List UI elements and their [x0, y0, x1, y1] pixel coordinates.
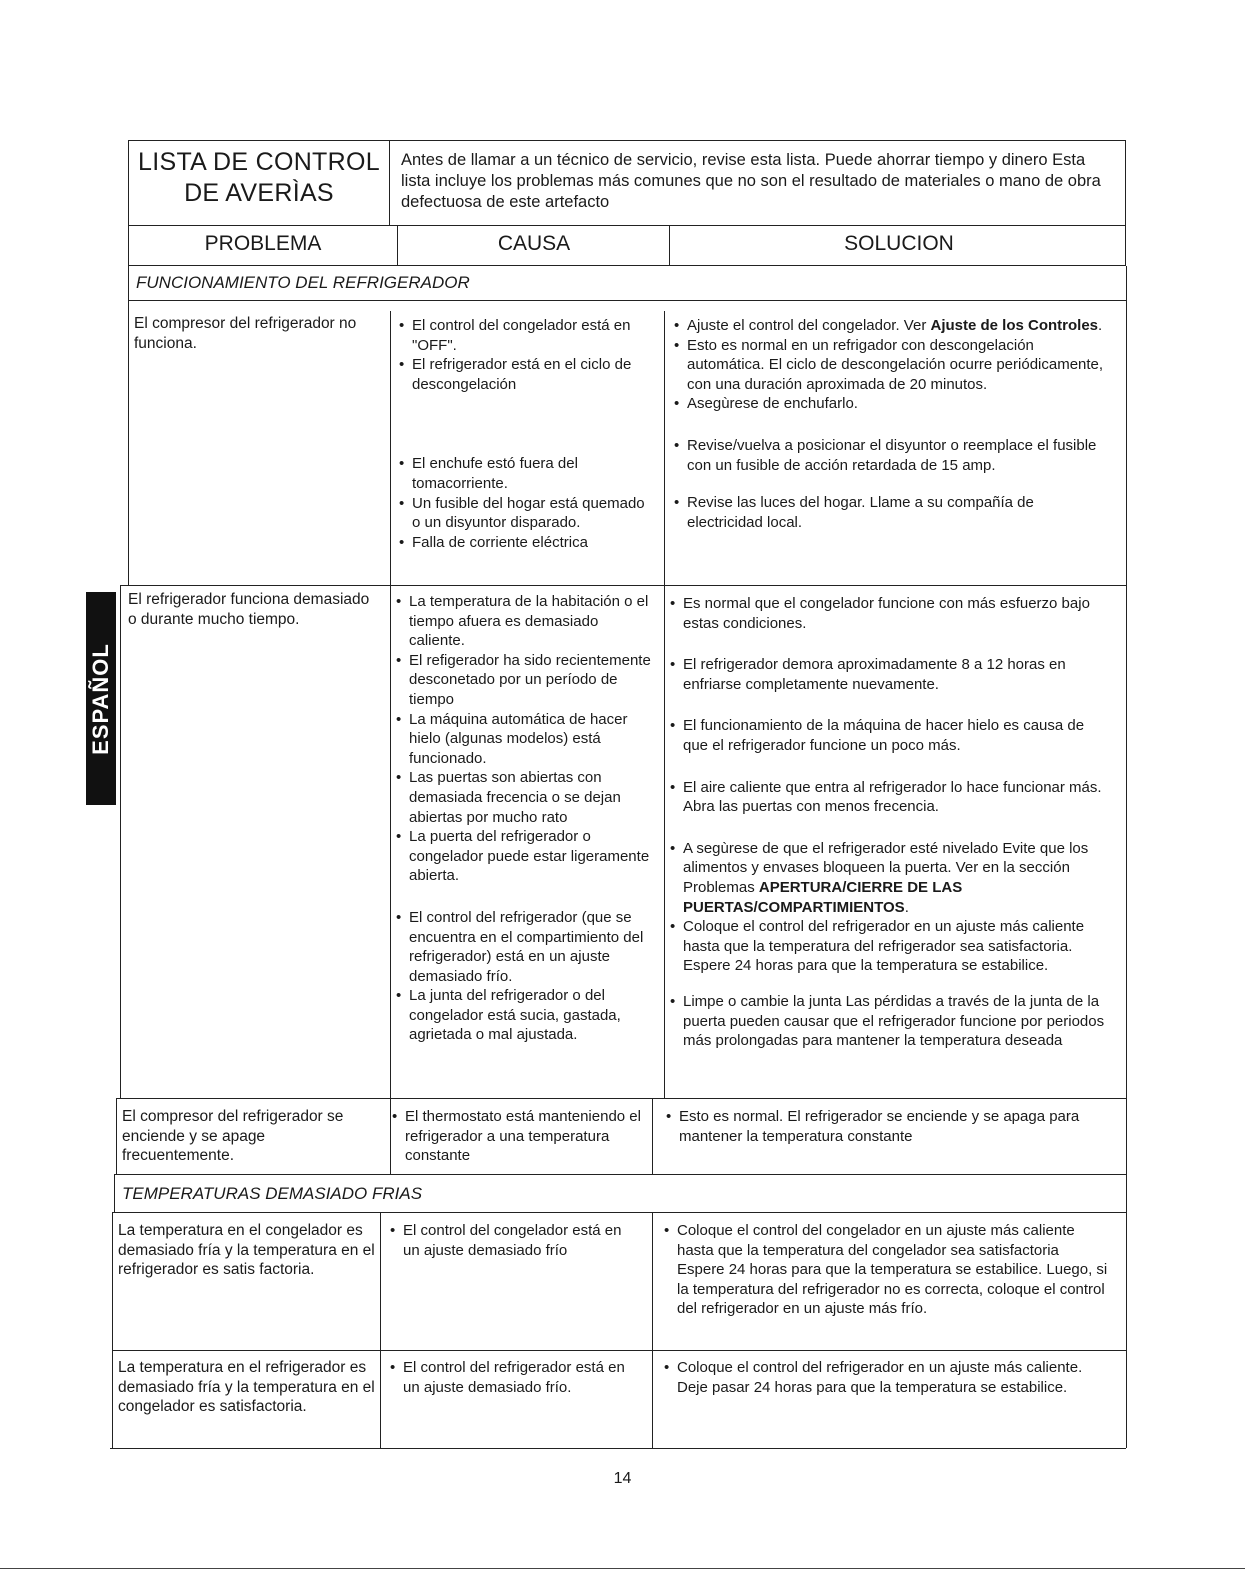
solution-item: • Revise/vuelva a posicionar el disyuntor o reemplace el fusible con un fusible de acción retardada de 15 amp.	[672, 436, 1104, 475]
cause-item: • El thermostato está manteniendo el refrigerador a una temperatura constante	[390, 1107, 650, 1166]
solution-item: • Coloque el control del refrigerador en un ajuste más caliente hasta que la temperatura del refrigerador sea satisfactoria. Espere 24 horas para que la temperatura se estabilice.	[668, 917, 1108, 976]
column-header-solution: SOLUCION	[844, 232, 954, 255]
cause-item: • Las puertas son abiertas con demasiada frecencia o se dejan abiertas por mucho rato	[394, 768, 658, 827]
cause-item: • La máquina automática de hacer hielo (algunas modelos) está funcionado.	[394, 710, 658, 769]
cause-list	[388, 1221, 642, 1260]
column-header-cause: CAUSA	[497, 232, 571, 255]
solution-item: • A segùrese de que el refrigerador esté nivelado Evite que los alimentos y envases bloqueen la puerta. Ver en la sección Problemas APERTURA/CIERRE DE LAS PUERTAS/COMPARTIMIENTOS.	[668, 839, 1108, 917]
cause-item: • El control del congelador está en "OFF".	[397, 316, 657, 355]
cause-item: • El control del congelador está en un ajuste demasiado frío	[388, 1221, 642, 1260]
solution-list	[664, 1107, 1108, 1146]
header-box	[128, 140, 1126, 226]
section-title: FUNCIONAMIENTO DEL REFRIGERADOR	[136, 273, 470, 292]
page-number: 14	[613, 1470, 632, 1487]
solution-item: • Ajuste el control del congelador. Ver Ajuste de los Controles.	[672, 316, 1104, 336]
solution-list	[672, 316, 1104, 532]
page-title	[129, 147, 389, 209]
solution-list	[662, 1221, 1108, 1319]
intro-text: Antes de llamar a un técnico de servicio, revise esta lista. Puede ahorrar tiempo y dinero Esta lista incluye los problemas más comunes que no son el resultado de materiales o mano de obra defectuosa de este artefacto	[401, 151, 1101, 211]
bottom-rule	[0, 1568, 1245, 1569]
title-line-2: DE AVERÌAS	[184, 179, 334, 207]
problem-text: El refrigerador funciona demasiado o durante mucho tiempo.	[128, 591, 370, 628]
cause-list	[397, 316, 657, 552]
cause-item: • El enchufe estó fuera del tomacorriente.	[397, 454, 657, 493]
cause-item: • La temperatura de la habitación o el tiempo afuera es demasiado caliente.	[394, 592, 658, 651]
cause-list	[388, 1358, 642, 1397]
solution-item: • Asegùrese de enchufarlo.	[672, 394, 1104, 414]
cause-item: • El control del refrigerador está en un ajuste demasiado frío.	[388, 1358, 642, 1397]
cause-item: • La junta del refrigerador o del congelador está sucia, gastada, agrietada o mal ajustada.	[394, 986, 658, 1045]
cause-item: • Falla de corriente eléctrica	[397, 533, 657, 553]
section-title: TEMPERATURAS DEMASIADO FRIAS	[122, 1184, 423, 1203]
solution-list	[662, 1358, 1108, 1397]
solution-item: • Esto es normal. El refrigerador se enciende y se apaga para mantener la temperatura constante	[664, 1107, 1108, 1146]
language-tab	[86, 592, 116, 805]
problem-text: La temperatura en el congelador es demasiado fría y la temperatura en el refrigerador es satis factoria.	[118, 1222, 375, 1279]
cause-item: • Un fusible del hogar está quemado o un disyuntor disparado.	[397, 494, 657, 533]
problem-text: El compresor del refrigerador no funciona.	[134, 315, 357, 352]
solution-item: • El funcionamiento de la máquina de hacer hielo es causa de que el refrigerador funcione un poco más.	[668, 716, 1108, 755]
solution-item: • Es normal que el congelador funcione con más esfuerzo bajo estas condiciones.	[668, 594, 1108, 633]
cause-item: • El refigerador ha sido recientemente desconetado por un período de tiempo	[394, 651, 658, 710]
problem-text: El compresor del refrigerador se enciende y se apage frecuentemente.	[122, 1108, 344, 1165]
problem-text: La temperatura en el refrigerador es demasiado fría y la temperatura en el congelador es satisfactoria.	[118, 1359, 375, 1416]
language-tab-label: ESPAÑOL	[88, 642, 113, 755]
solution-item: • Esto es normal en un refrigador con descongelación automática. El ciclo de descongelación ocurre periódicamente, con una duración aproximada de 20 minutos.	[672, 336, 1104, 395]
solution-item: • El refrigerador demora aproximadamente 8 a 12 horas en enfriarse completamente nuevamente.	[668, 655, 1108, 694]
cause-list	[394, 592, 658, 1045]
solution-item: • El aire caliente que entra al refrigerador lo hace funcionar más. Abra las puertas con menos frecencia.	[668, 778, 1108, 817]
solution-item: • Coloque el control del congelador en un ajuste más caliente hasta que la temperatura del congelador sea satisfactoria Espere 24 horas para que la temperatura se estabilice. Luego, si la temperatura del refrigerador no es correcta, coloque el control del refrigerador en un ajuste más frío.	[662, 1221, 1108, 1319]
title-line-1: LISTA DE CONTROL	[138, 148, 380, 176]
solution-list	[668, 594, 1108, 1051]
cause-item: • El refrigerador está en el ciclo de descongelación	[397, 355, 657, 394]
column-headers	[128, 226, 1126, 266]
solution-item: • Revise las luces del hogar. Llame a su compañía de electricidad local.	[672, 493, 1104, 532]
cause-item: • La puerta del refrigerador o congelador puede estar ligeramente abierta.	[394, 827, 658, 886]
cause-item: • El control del refrigerador (que se encuentra en el compartimiento del refrigerador) está en un ajuste demasiado frío.	[394, 908, 658, 986]
column-header-problem: PROBLEMA	[204, 232, 322, 255]
solution-item: • Coloque el control del refrigerador en un ajuste más caliente. Deje pasar 24 horas para que la temperatura se estabilice.	[662, 1358, 1108, 1397]
cause-list	[390, 1107, 650, 1166]
solution-item: • Limpe o cambie la junta Las pérdidas a través de la junta de la puerta pueden causar que el refrigerador funcione por periodos más prolongadas para mantener la temperatura deseada	[668, 992, 1108, 1051]
